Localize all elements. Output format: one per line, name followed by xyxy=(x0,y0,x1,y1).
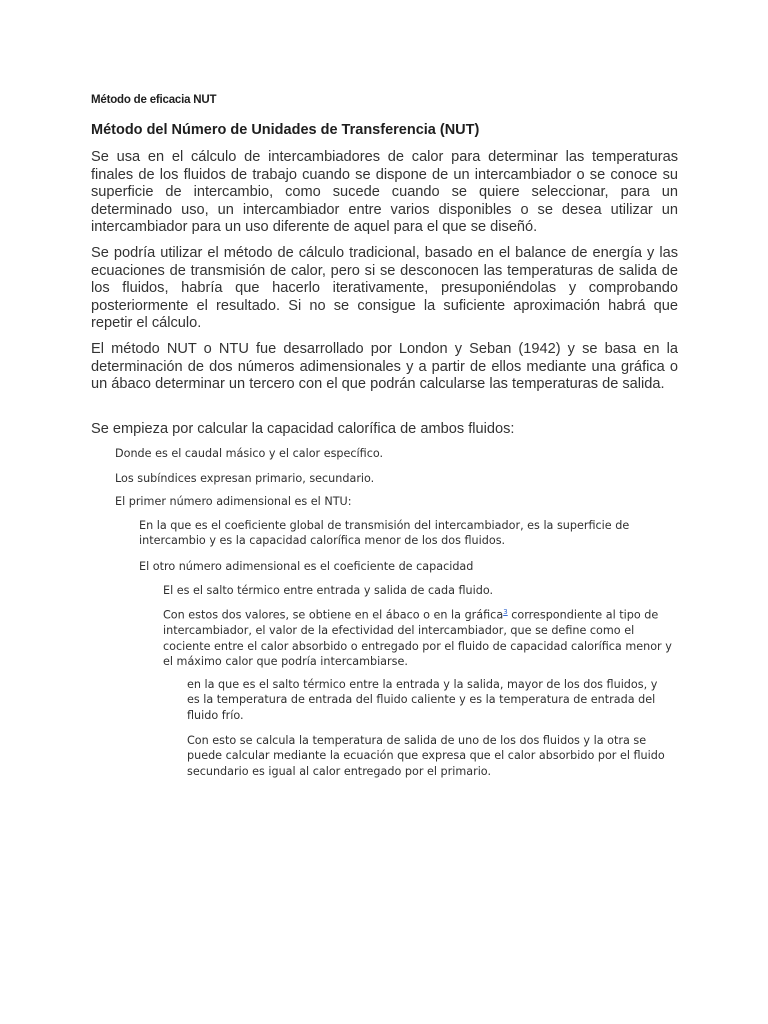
footnote-link[interactable]: 3 xyxy=(503,608,508,616)
note-second-number: El otro número adimensional es el coeficiente de capacidad xyxy=(139,560,474,573)
note-effectiveness xyxy=(163,605,673,669)
paragraph-capacity: Se empieza por calcular la capacidad calorífica de ambos fluidos: xyxy=(91,421,515,437)
note-effectiveness-definition: en la que es el salto térmico entre la entrada y la salida, mayor de los dos fluidos, y es la temperatura de entrada del fluido caliente y es la temperatura de entrada del fluido frío. xyxy=(187,678,658,722)
note-first-number: El primer número adimensional es el NTU: xyxy=(115,495,352,508)
note-subindices: Los subíndices expresan primario, secundario. xyxy=(115,472,375,485)
paragraph-nut-method: El método NUT o NTU fue desarrollado por London y Seban (1942) y se basa en la determinación de dos números adimensionales y a partir de ellos mediante una gráfica o un ábaco determinar un tercero con el que podrán calcularse las temperaturas de salida. xyxy=(91,341,678,393)
note-thermal-jump: El es el salto térmico entre entrada y salida de cada fluido. xyxy=(163,584,494,597)
note-effectiveness-text-a: Con estos dos valores, se obtiene en el ábaco o en la gráfica xyxy=(163,608,504,622)
note-final: Con esto se calcula la temperatura de salida de uno de los dos fluidos y la otra se puede calcular mediante la ecuación que expresa que el calor absorbido por el fluido secundario es igual al calor entregado por el primario. xyxy=(187,734,665,778)
note-ntu-definition: En la que es el coeficiente global de transmisión del intercambiador, es la superficie de intercambio y es la capacidad calorífica menor de los dos fluidos. xyxy=(139,519,630,548)
document-title: Método de eficacia NUT xyxy=(91,94,217,106)
note-effectiveness-text-b: correspondiente al tipo de intercambiador, el valor de la efectividad del intercambiador, que se define como el cociente entre el calor absorbido o entregado por el fluido de capacidad calorífica menor y el máximo calor que podría intercambiarse. xyxy=(163,608,672,668)
note-caudal: Donde es el caudal másico y el calor específico. xyxy=(115,447,384,460)
paragraph-intro: Se usa en el cálculo de intercambiadores de calor para determinar las temperaturas finales de los fluidos de trabajo cuando se dispone de un intercambiador o se conoce su superficie de intercambio, como sucede cuando se quiere seleccionar, para un determinado uso, un intercambiador entre varios disponibles o se desea utilizar un intercambiador para un uso diferente de aquel para el que se diseñó. xyxy=(91,149,678,236)
section-heading: Método del Número de Unidades de Transferencia (NUT) xyxy=(91,122,480,138)
paragraph-traditional-method: Se podría utilizar el método de cálculo tradicional, basado en el balance de energía y las ecuaciones de transmisión de calor, pero si se desconocen las temperaturas de salida de los fluidos, habría que hacerlo iterativamente, presuponiéndolas y comprobando posteriormente el resultado. Si no se consigue la suficiente aproximación habrá que repetir el cálculo. xyxy=(91,245,678,332)
